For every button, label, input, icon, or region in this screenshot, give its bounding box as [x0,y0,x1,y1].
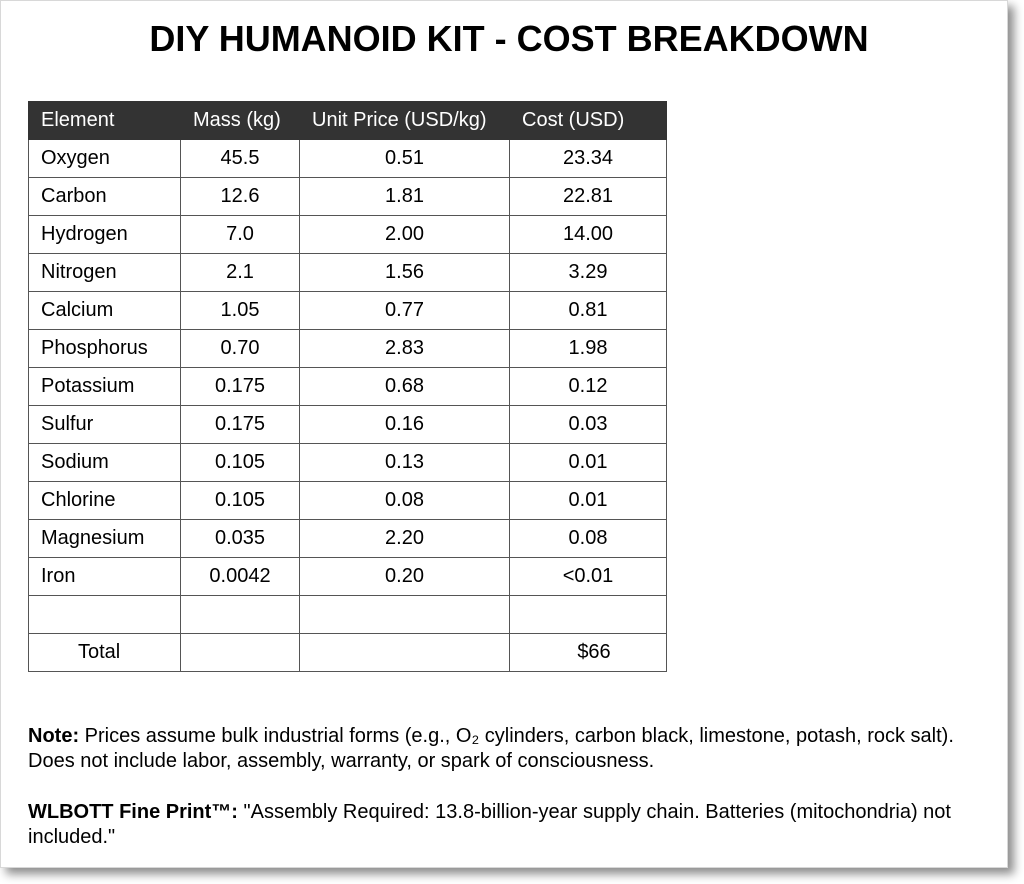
empty-cell [181,634,300,672]
mass-cell: 7.0 [181,216,300,254]
price-cell: 0.16 [300,406,510,444]
element-cell: Oxygen [29,140,181,178]
mass-cell: 1.05 [181,292,300,330]
fine-print-label: WLBOTT Fine Print™: [28,801,238,823]
element-cell: Nitrogen [29,254,181,292]
element-cell: Sodium [29,444,181,482]
table-row [29,444,667,482]
cost-cell: 0.01 [510,444,667,482]
cost-cell: 0.12 [510,368,667,406]
mass-cell: 0.105 [181,444,300,482]
price-cell: 1.56 [300,254,510,292]
mass-cell: 0.105 [181,482,300,520]
mass-cell: 0.175 [181,368,300,406]
price-cell: 0.20 [300,558,510,596]
element-cell: Carbon [29,178,181,216]
price-cell: 0.51 [300,140,510,178]
header-mass: Mass (kg) [181,102,300,140]
mass-cell: 0.175 [181,406,300,444]
price-cell: 0.13 [300,444,510,482]
price-cell: 1.81 [300,178,510,216]
empty-cell [300,596,510,634]
mass-cell: 0.035 [181,520,300,558]
cost-cell: 3.29 [510,254,667,292]
cost-cell: 0.03 [510,406,667,444]
empty-cell [300,634,510,672]
note-text: Prices assume bulk industrial forms (e.g., O₂ cylinders, carbon black, limestone, potash, rock salt). Does not include labor, assembly, warranty, or spark of consciousness. [28,725,954,772]
mass-cell: 12.6 [181,178,300,216]
empty-row [29,596,667,634]
mass-cell: 0.0042 [181,558,300,596]
cost-cell: 0.81 [510,292,667,330]
empty-cell [510,596,667,634]
cost-cell: 0.01 [510,482,667,520]
price-cell: 2.20 [300,520,510,558]
table-row [29,254,667,292]
table-row [29,482,667,520]
empty-cell [181,596,300,634]
cost-cell: 0.08 [510,520,667,558]
table-row [29,558,667,596]
element-cell: Potassium [29,368,181,406]
total-label: Total [29,634,181,672]
element-cell: Hydrogen [29,216,181,254]
cost-cell: 23.34 [510,140,667,178]
header-unit-price: Unit Price (USD/kg) [300,102,510,140]
table-row [29,330,667,368]
element-cell: Magnesium [29,520,181,558]
cost-cell: 22.81 [510,178,667,216]
price-cell: 2.83 [300,330,510,368]
mass-cell: 0.70 [181,330,300,368]
cost-cell: 14.00 [510,216,667,254]
header-cost: Cost (USD) [510,102,667,140]
mass-cell: 45.5 [181,140,300,178]
element-cell: Iron [29,558,181,596]
table-row [29,520,667,558]
total-row [29,634,667,672]
table-row [29,178,667,216]
element-cell: Phosphorus [29,330,181,368]
note-label: Note: [28,725,80,747]
mass-cell: 2.1 [181,254,300,292]
table-row [29,406,667,444]
element-cell: Sulfur [29,406,181,444]
cost-cell: 1.98 [510,330,667,368]
price-cell: 0.08 [300,482,510,520]
fine-print-text: "Assembly Required: 13.8-billion-year supply chain. Batteries (mitochondria) not included." [28,801,951,848]
table-row [29,292,667,330]
page-title: DIY HUMANOID KIT - COST BREAKDOWN [149,18,869,59]
table-row [29,368,667,406]
cost-table [28,101,667,672]
price-cell: 0.68 [300,368,510,406]
total-value: $66 [510,634,667,672]
price-cell: 0.77 [300,292,510,330]
note-paragraph [28,724,988,774]
cost-cell: <0.01 [510,558,667,596]
empty-cell [29,596,181,634]
table-row [29,140,667,178]
table-row [29,216,667,254]
price-cell: 2.00 [300,216,510,254]
fine-print-paragraph [28,800,988,850]
table-header-row [29,102,667,140]
header-element: Element [29,102,181,140]
element-cell: Chlorine [29,482,181,520]
element-cell: Calcium [29,292,181,330]
